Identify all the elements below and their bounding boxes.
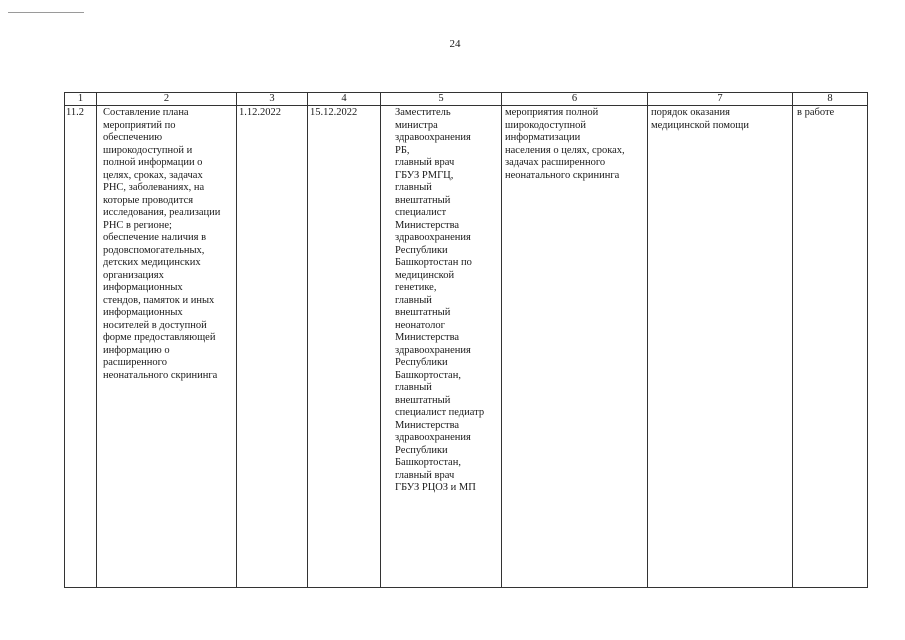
table-header-row [65, 93, 868, 106]
start-date: 1.12.2022 [239, 107, 281, 118]
basis-text: порядок оказания медицинской помощи [651, 107, 749, 131]
status-cell [793, 106, 868, 588]
column-header-4: 4 [308, 93, 381, 106]
end-date: 15.12.2022 [310, 107, 358, 118]
responsible-text: Заместитель министра здравоохранения РБ, главный врач ГБУЗ РМГЦ, главный внештатный специалист Министерства здравоохранения Республики Башкортостан по медицинской генетике, главный внештатный неонатолог Министерства здравоохранения Республики Башкортостан, главный внештатный специалист педиатр Министерства здравоохранения Республики Башкортостан, главный врач ГБУЗ РЦОЗ и МП [395, 107, 485, 493]
task-text: Составление плана мероприятий по обеспечению широкодоступной и полной информации о целях, сроках, задачах РНС, заболеваниях, на которые проводится исследования, реализации РНС в регионе; обеспечение наличия в родовспомогательных, детских медицинских организациях информационных стендов, памяток и иных информационных носителей в доступной форме предоставляющей информацию о расширенного неонатального скрининга [103, 107, 221, 381]
responsible-cell [381, 106, 502, 588]
column-header-5: 5 [381, 93, 502, 106]
table-row [65, 106, 868, 588]
row-number: 11.2 [66, 107, 84, 118]
result-text: мероприятия полной широкодоступной информатизации населения о целях, сроках, задачах расширенного неонатального скрининга [505, 107, 625, 181]
column-header-6: 6 [502, 93, 648, 106]
result-cell [502, 106, 648, 588]
page-number: 24 [449, 38, 461, 50]
column-header-1: 1 [65, 93, 97, 106]
column-header-3: 3 [237, 93, 308, 106]
end-date-cell [308, 106, 381, 588]
column-header-2: 2 [97, 93, 237, 106]
plan-table [64, 92, 868, 588]
start-date-cell [237, 106, 308, 588]
status-text: в работе [797, 107, 835, 118]
row-number-cell [65, 106, 97, 588]
column-header-7: 7 [648, 93, 793, 106]
scan-artifact-line [8, 12, 84, 13]
column-header-8: 8 [793, 93, 868, 106]
basis-cell [648, 106, 793, 588]
task-cell [97, 106, 237, 588]
